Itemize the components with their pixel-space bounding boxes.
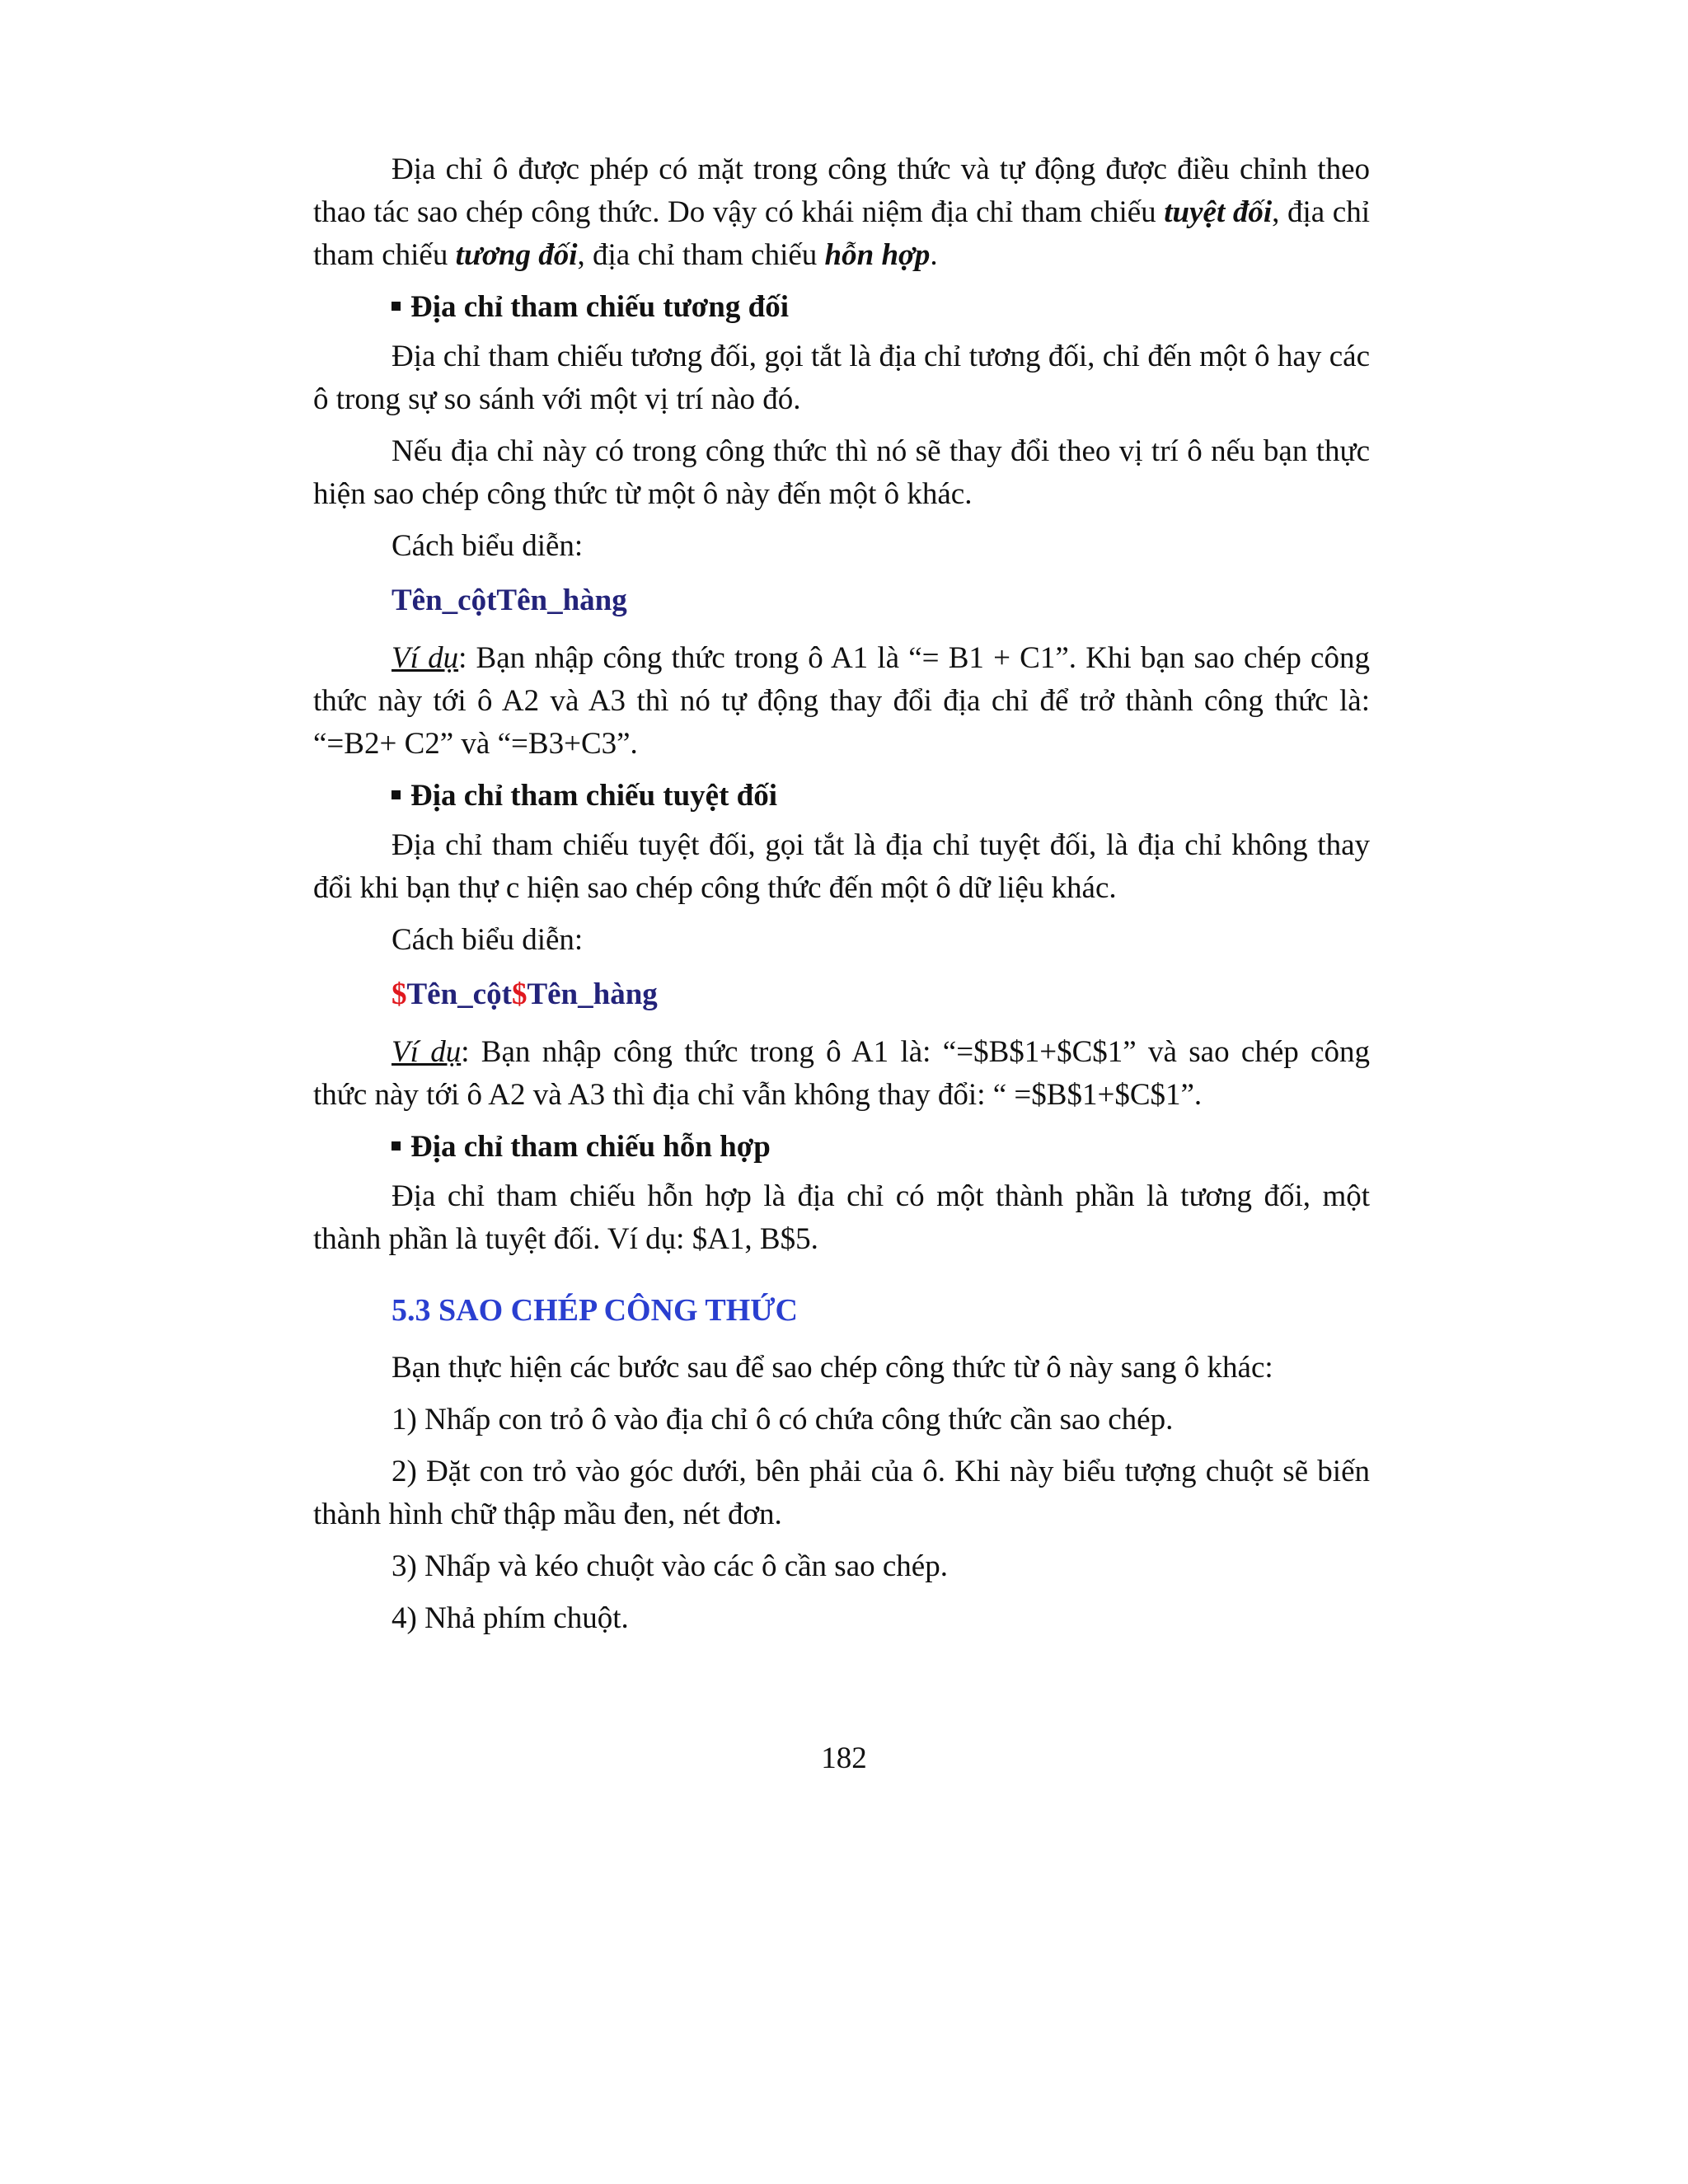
dollar-sign: $ [511, 977, 528, 1011]
heading-text: Địa chỉ tham chiếu hỗn hợp [410, 1130, 771, 1164]
heading-text: Địa chỉ tham chiếu tương đối [410, 290, 789, 324]
absolute-heading [392, 775, 1370, 818]
term-absolute: tuyệt đối [1164, 195, 1273, 229]
term-relative: tương đối [455, 238, 578, 272]
term-mixed: hỗn hợp [824, 238, 931, 272]
section-title: 5.3 SAO CHÉP CÔNG THỨC [392, 1293, 798, 1328]
intro-text: Địa chỉ ô được phép có mặt trong công thức và tự động được điều chỉnh theo thao tác sao chép công thức. Do vậy có khái niệm địa chỉ tham chiếu [313, 152, 1370, 229]
step-item: 2) Đặt con trỏ vào góc dưới, bên phải của ô. Khi này biểu tượng chuột sẽ biến thành hình chữ thập mầu đen, nét đơn. [313, 1455, 1370, 1531]
relative-heading [392, 286, 1370, 329]
relative-paragraph-1: Địa chỉ tham chiếu tương đối, gọi tắt là địa chỉ tương đối, chỉ đến một ô hay các ô trong sự so sánh với một vị trí nào đó. [313, 340, 1370, 416]
absolute-example [313, 1031, 1370, 1117]
page-content [313, 148, 1370, 1649]
intro-text: , địa chỉ tham chiếu [577, 238, 825, 272]
intro-text: , địa chỉ tham chiếu [313, 195, 1371, 272]
heading-text: Địa chỉ tham chiếu tuyệt đối [410, 779, 778, 813]
square-bullet-icon [392, 1141, 401, 1151]
example-label: Ví dụ [392, 641, 459, 675]
example-text: : Bạn nhập công thức trong ô A1 là: “=$B$1+$C$1” và sao chép công thức này tới ô A2 và A3 thì địa chỉ vẫn không thay đổi: “ =$B$1+$C$1”. [313, 1035, 1370, 1112]
relative-syntax: Tên_cộtTên_hàng [392, 583, 627, 617]
syntax-column: Tên_cột [406, 977, 512, 1011]
absolute-syntax [392, 973, 1370, 1016]
dollar-sign: $ [392, 977, 407, 1011]
square-bullet-icon [392, 790, 401, 799]
intro-paragraph [313, 148, 1370, 277]
intro-text: . [930, 238, 938, 272]
absolute-paragraph-1: Địa chỉ tham chiếu tuyệt đối, gọi tắt là địa chỉ tuyệt đối, là địa chỉ không thay đổi khi bạn thự c hiện sao chép công thức đến một ô dữ liệu khác. [313, 828, 1370, 905]
relative-example [313, 637, 1370, 766]
step-item: 3) Nhấp và kéo chuột vào các ô cần sao chép. [392, 1549, 948, 1583]
relative-repr-label: Cách biểu diễn: [392, 529, 584, 563]
absolute-repr-label: Cách biểu diễn: [392, 923, 584, 957]
example-text: : Bạn nhập công thức trong ô A1 là “= B1 + C1”. Khi bạn sao chép công thức này tới ô A2 và A3 thì nó tự động thay đổi địa chỉ để trở thành công thức là: “=B2+ C2” và “=B3+C3”. [313, 641, 1370, 761]
syntax-row: Tên_hàng [527, 977, 658, 1011]
step-item: 1) Nhấp con trỏ ô vào địa chỉ ô có chứa công thức cần sao chép. [392, 1403, 1174, 1436]
section-intro: Bạn thực hiện các bước sau để sao chép công thức từ ô này sang ô khác: [392, 1351, 1273, 1385]
relative-paragraph-2: Nếu địa chỉ này có trong công thức thì nó sẽ thay đổi theo vị trí ô nếu bạn thực hiện sao chép công thức từ một ô này đến một ô khác. [313, 434, 1370, 511]
mixed-heading [392, 1126, 1370, 1169]
mixed-paragraph-1: Địa chỉ tham chiếu hỗn hợp là địa chỉ có một thành phần là tương đối, một thành phần là tuyệt đối. Ví dụ: $A1, B$5. [313, 1179, 1370, 1256]
square-bullet-icon [392, 302, 401, 311]
example-label: Ví dụ [392, 1035, 462, 1069]
step-item: 4) Nhả phím chuột. [392, 1601, 629, 1635]
page-number: 182 [821, 1741, 867, 1775]
